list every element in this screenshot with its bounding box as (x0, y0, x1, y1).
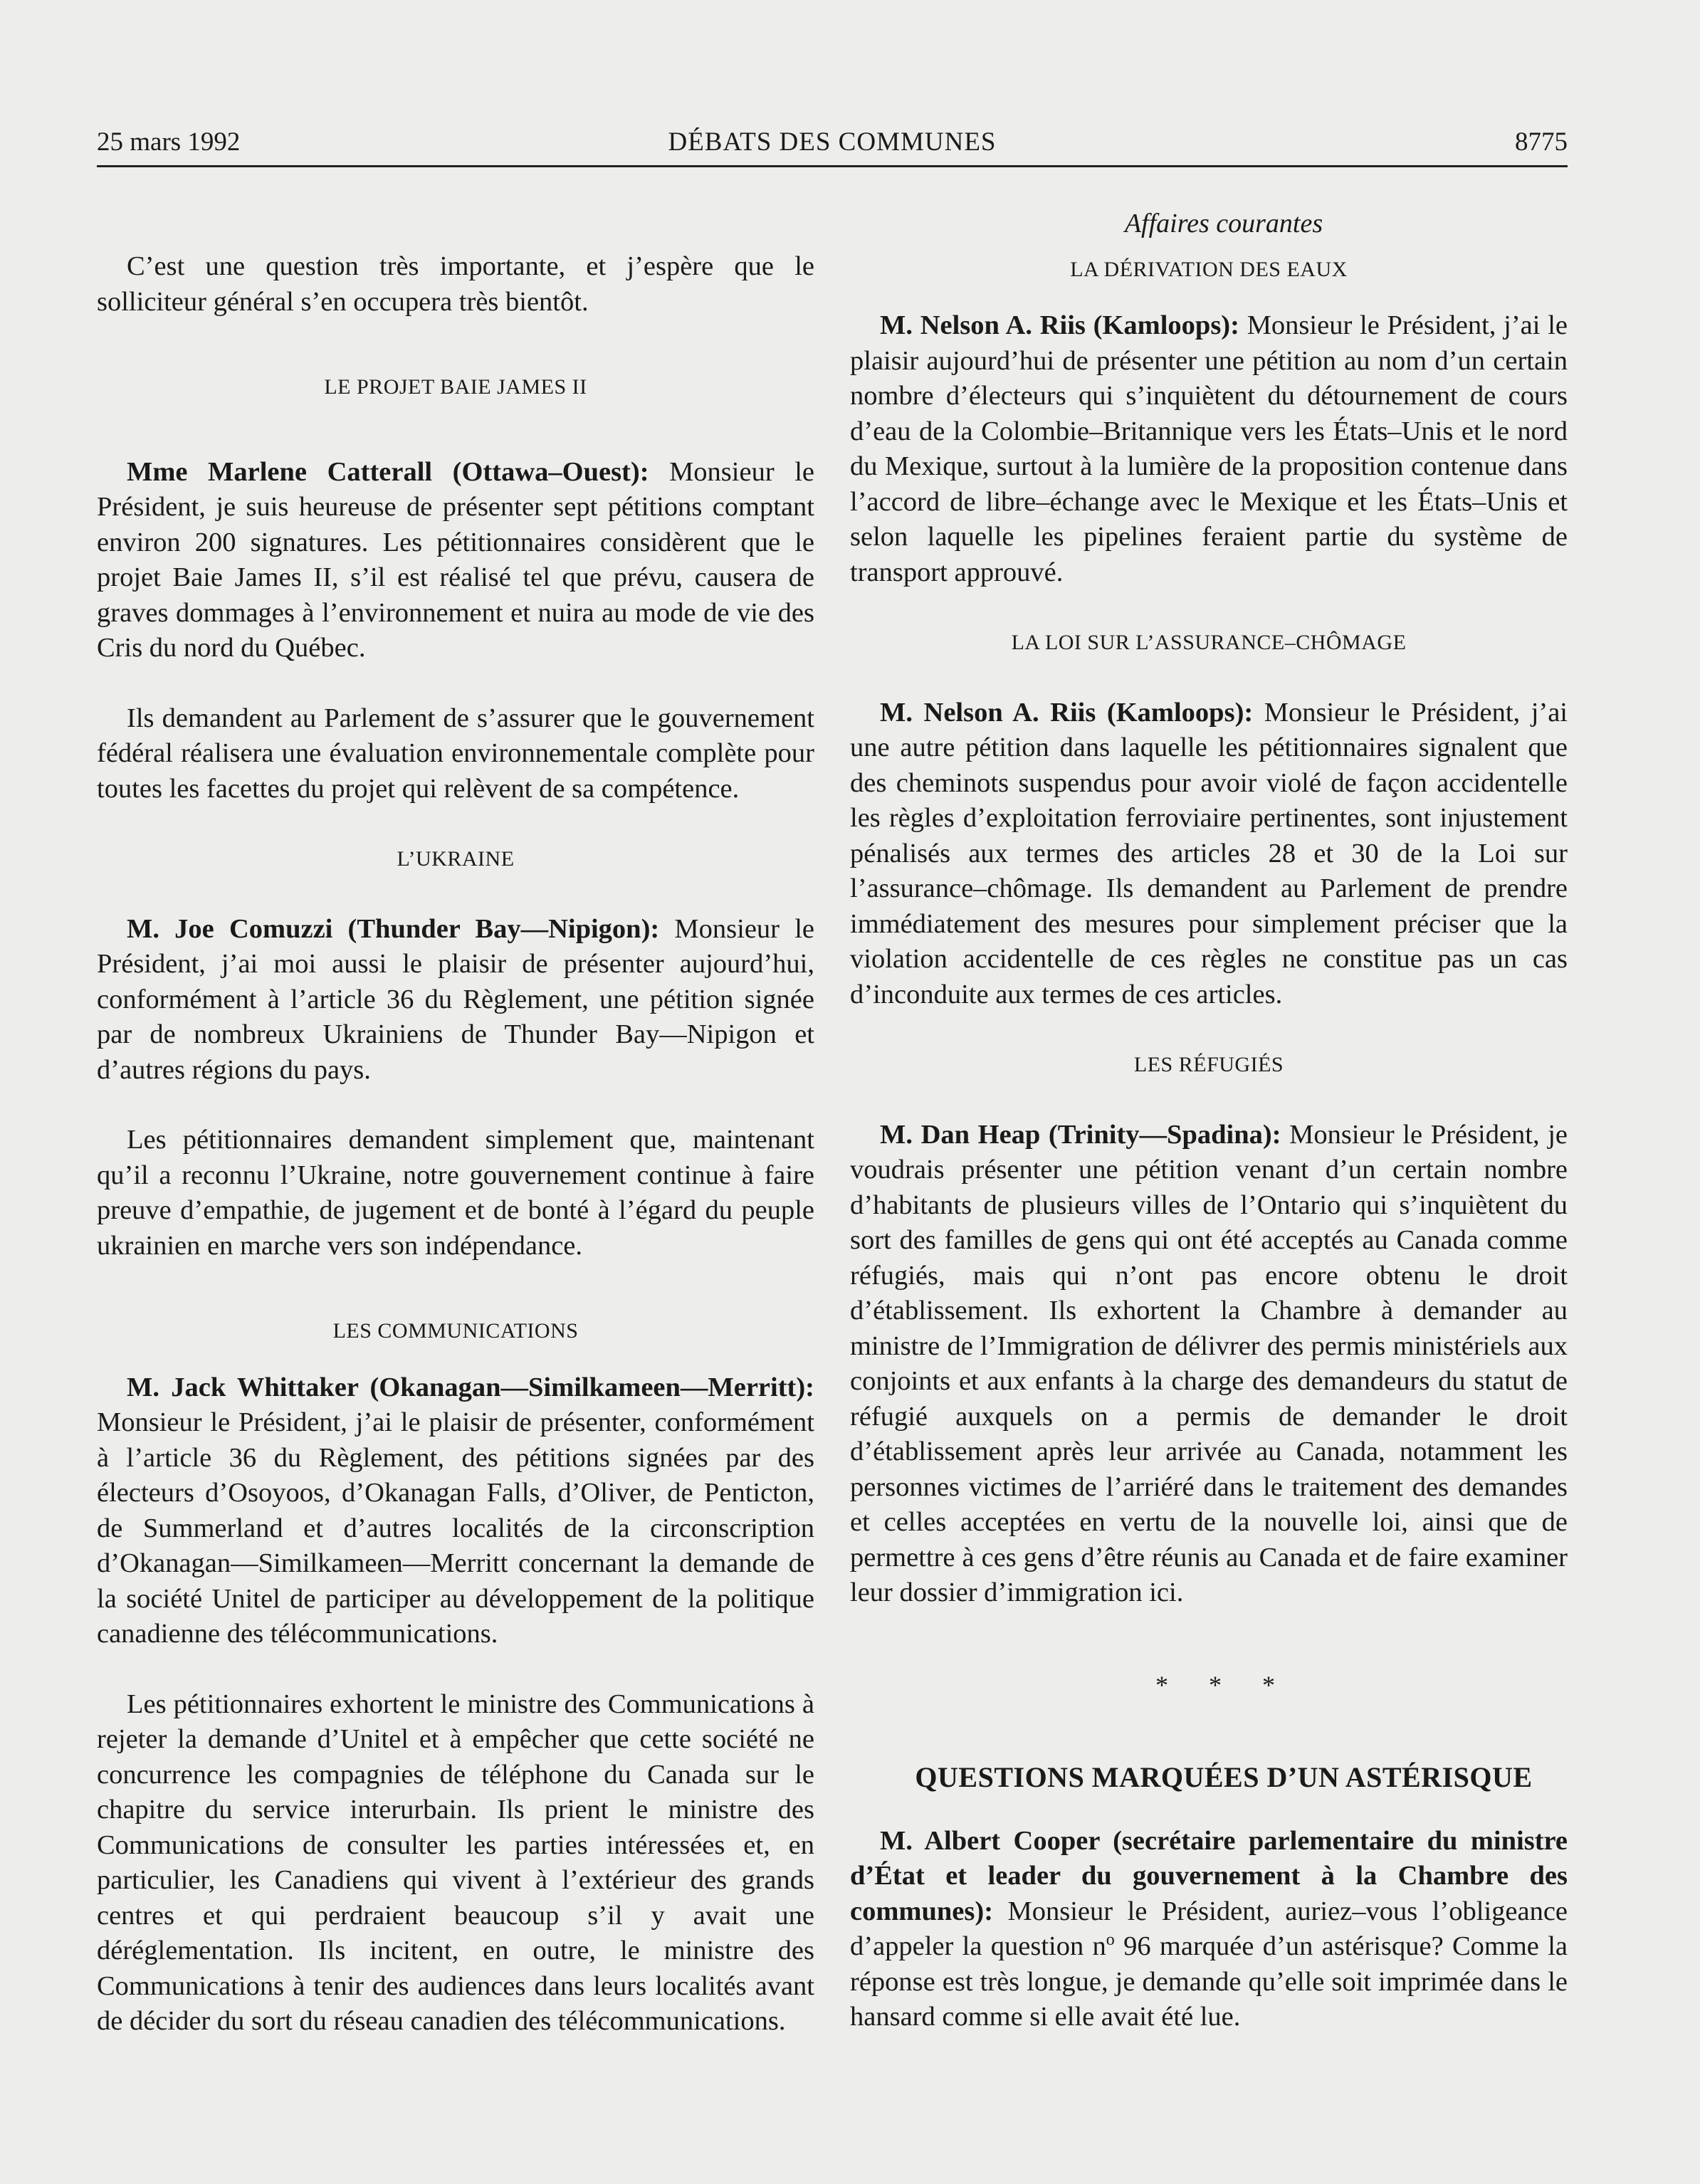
section-heading-major: QUESTIONS MARQUÉES D’UN ASTÉRISQUE (915, 1761, 1533, 1793)
left-column (97, 249, 814, 2039)
section-heading: LES COMMUNICATIONS (332, 1319, 579, 1343)
speaker-name: M. Albert Cooper (secrétaire parlementaire du ministre d’État et leader du gouvernement à la Chambre des communes): (850, 1825, 1568, 1926)
speaker-name: M. Joe Comuzzi (Thunder Bay—Nipigon): (127, 913, 660, 944)
paragraph-text: Monsieur le Président, j’ai moi aussi le plaisir de présenter aujourd’hui, conformément à l’article 36 du Règlement, une pétition signée par de nombreux Ukrainiens de Thunder Bay—Nipigon et d’autres régions du pays. (97, 913, 814, 1085)
section-heading: LES RÉFUGIÉS (1133, 1053, 1284, 1076)
paragraph: Ils demandent au Parlement de s’assurer que le gouvernement fédéral réalisera une évaluation environnementale complète pour toutes les facettes du projet qui relèvent de sa compétence. (97, 703, 814, 804)
paragraph (97, 1370, 814, 1652)
rubric: Affaires courantes (1124, 209, 1323, 238)
speaker-name: M. Nelson A. Riis (Kamloops): (880, 310, 1239, 340)
paragraph-text: 96 marquée d’un astérisque? Comme la réponse est très longue, je demande qu’elle soit imprimée dans le hansard comme si elle avait été lue. (850, 1931, 1568, 2032)
speaker-name: M. Nelson A. Riis (Kamloops): (880, 697, 1254, 728)
paragraph (850, 1118, 1568, 1611)
speaker-name: M. Dan Heap (Trinity—Spadina): (880, 1119, 1281, 1150)
paragraph (850, 695, 1568, 1013)
paragraph: C’est une question très importante, et j’espère que le solliciteur général s’en occupera très bientôt. (97, 251, 814, 317)
paragraph (97, 912, 814, 1088)
header-title: DÉBATS DES COMMUNES (668, 127, 997, 157)
paragraph (97, 455, 814, 666)
paragraph-text: Monsieur le Président, je suis heureuse de présenter sept pétitions comptant environ 200 signatures. Les pétitionnaires considèrent que le projet Baie James II, s’il est réalisé tel que prévu, causera de graves dommages à l’environnement et nuira au mode de vie des Cris du nord du Québec. (97, 456, 814, 663)
paragraph-text: Monsieur le Président, j’ai le plaisir aujourd’hui de présenter une pétition au nom d’un certain nombre d’électeurs qui s’inquiètent du détournement de cours d’eau de la Colombie–Britannique vers les États–Unis et le nord du Mexique, surtout à la lumière de la proposition contenue dans l’accord de libre–échange avec le Mexique et les États–Unis et selon laquelle les pipelines feraient partie du système de transport approuvé. (850, 310, 1568, 587)
right-column (850, 206, 1568, 2035)
paragraph-text: Monsieur le Président, je voudrais présenter une pétition venant d’un certain nombre d’habitants de plusieurs villes de l’Ontario qui s’inquiètent du sort des familles de gens qui ont été acceptés au Canada comme réfugiés, mais qui n’ont pas encore obtenu le droit d’établissement. Ils exhortent la Chambre à demander au ministre de l’Immigration de délivrer des permis ministériels aux conjoints et aux enfants à la charge des demandeurs du statut de réfugié auxquels on a permis de demander le droit d’établissement après leur arrivée au Canada, notamment les personnes victimes de l’arriéré dans le traitement des demandes et celles acceptées en vertu de la nouvelle loi, ainsi que de permettre à ces gens d’être réunis au Canada et de faire examiner leur dossier d’immigration ici. (850, 1119, 1568, 1607)
paragraph: Les pétitionnaires exhortent le ministre des Communications à rejeter la demande d’Unitel et à empêcher que cette société ne concurrence les compagnies de téléphone du Canada sur le chapitre du service interurbain. Ils prient le ministre des Communications de consulter les parties intéressées et, en particulier, les Canadiens qui vivent à l’extérieur des grands centres et qui perdraient beaucoup s’il y avait une déréglementation. Ils incitent, en outre, le ministre des Communications à tenir des audiences dans leurs localités avant de décider du sort du réseau canadien des télécommunications. (97, 1689, 814, 2036)
speaker-name: M. Jack Whittaker (Okanagan—Similkameen—Merritt): (127, 1372, 814, 1402)
section-separator: * * * (1155, 1670, 1292, 1699)
header-page-number: 8775 (1515, 127, 1568, 157)
superscript: o (1106, 1931, 1115, 1950)
section-heading: LA DÉRIVATION DES EAUX (1070, 257, 1348, 281)
section-heading: LA LOI SUR L’ASSURANCE–CHÔMAGE (1011, 631, 1407, 654)
paragraph-text: Monsieur le Président, j’ai le plaisir de présenter, conformément à l’article 36 du Règlement, des pétitions signées par des électeurs d’Osoyoos, d’Okanagan Falls, d’Oliver, de Penticton, de Summerland et d’autres localités de la circonscription d’Okanagan—Similkameen—Merritt concernant la demande de la société Unitel de participer au développement de la politique canadienne des télécommunications. (97, 1407, 814, 1649)
page-header (97, 122, 1568, 167)
section-heading: L’UKRAINE (397, 847, 515, 871)
section-heading: LE PROJET BAIE JAMES II (324, 375, 587, 399)
paragraph-text: Monsieur le Président, auriez–vous l’obligeance d’appeler la question n (850, 1896, 1568, 1961)
paragraph (850, 1824, 1568, 2035)
paragraph-text: Monsieur le Président, j’ai une autre pétition dans laquelle les pétitionnaires signalent que des cheminots suspendus pour avoir violé de façon accidentelle les règles d’exploitation ferroviaire pertinentes, sont injustement pénalisés aux termes des articles 28 et 30 de la Loi sur l’assurance–chômage. Ils demandent au Parlement de prendre immédiatement des mesures pour simplement préciser que la violation accidentelle de ces règles ne constitue pas un cas d’inconduite aux termes de ces articles. (850, 697, 1568, 1009)
header-date: 25 mars 1992 (97, 127, 241, 157)
paragraph: Les pétitionnaires demandent simplement que, maintenant qu’il a reconnu l’Ukraine, notre gouvernement continue à faire preuve d’empathie, de jugement et de bonté à l’égard du peuple ukrainien en marche vers son indépendance. (97, 1125, 814, 1261)
paragraph (850, 308, 1568, 590)
speaker-name: Mme Marlene Catterall (Ottawa–Ouest): (127, 456, 649, 487)
